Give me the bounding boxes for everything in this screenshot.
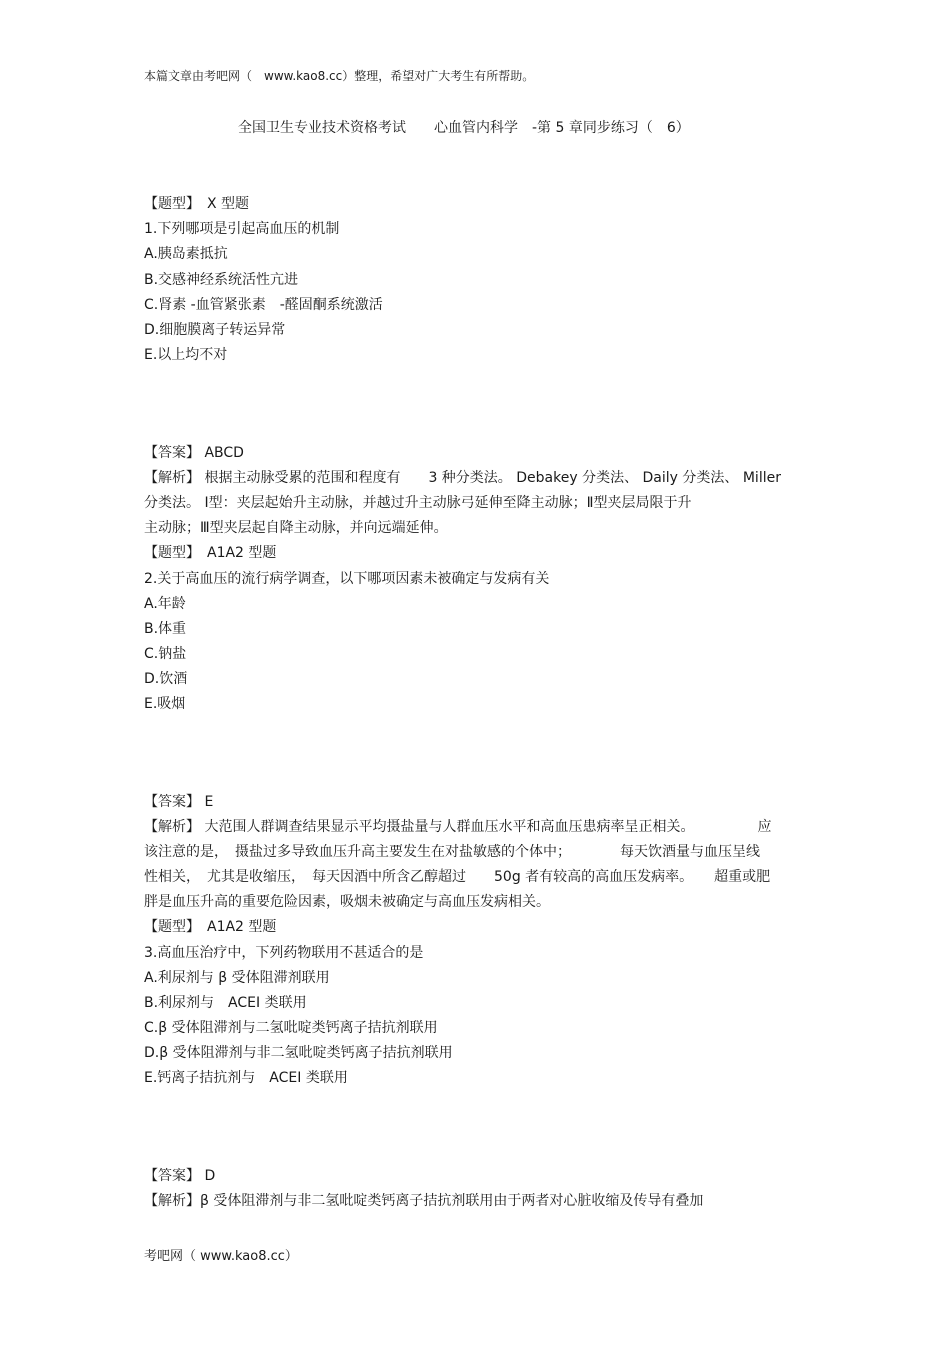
q3-option-c: C.β 受体阻滞剂与二氢吡啶类钙离子拮抗剂联用 [144, 1020, 438, 1036]
q2-option-e: E.吸烟 [144, 696, 186, 712]
q1-option-e: E.以上均不对 [144, 347, 228, 363]
q3-type: 【题型】 A1A2 型题 [144, 919, 277, 935]
q1-option-c: C.肾素 -血管紧张素 -醛固酮系统激活 [144, 297, 383, 313]
q3-option-b: B.利尿剂与 ACEI 类联用 [144, 995, 307, 1011]
q2-answer: 【答案】 E [144, 794, 214, 810]
q2-stem: 2.关于高血压的流行病学调查，以下哪项因素未被确定与发病有关 [144, 571, 550, 587]
q2-analysis-line: 【解析】 大范围人群调查结果显示平均摄盐量与人群血压水平和高血压患病率呈正相关。 应 [144, 819, 772, 835]
q2-analysis-line: 胖是血压升高的重要危险因素，吸烟未被确定与高血压发病相关。 [144, 894, 550, 910]
q1-analysis-line: 主动脉；Ⅲ型夹层起自降主动脉，并向远端延伸。 [144, 520, 448, 536]
q2-option-a: A.年龄 [144, 596, 186, 612]
q3-analysis-line: 【解析】β 受体阻滞剂与非二氢吡啶类钙离子拮抗剂联用由于两者对心脏收缩及传导有叠加 [144, 1193, 704, 1209]
q1-type: 【题型】 X 型题 [144, 196, 250, 212]
header-note: 本篇文章由考吧网（ www.kao8.cc）整理，希望对广大考生有所帮助。 [144, 69, 535, 83]
footer: 考吧网（ www.kao8.cc） [144, 1249, 298, 1264]
doc-title: 全国卫生专业技术资格考试 心血管内科学 -第 5 章同步练习（ 6） [238, 120, 690, 136]
q3-option-a: A.利尿剂与 β 受体阻滞剂联用 [144, 970, 330, 986]
q1-option-a: A.胰岛素抵抗 [144, 246, 228, 262]
q3-option-d: D.β 受体阻滞剂与非二氢吡啶类钙离子拮抗剂联用 [144, 1045, 453, 1061]
q1-analysis-line: 【解析】 根据主动脉受累的范围和程度有 3 种分类法。 Debakey 分类法、 Daily 分类法、 Miller [144, 470, 781, 486]
q2-analysis-line: 该注意的是， 摄盐过多导致血压升高主要发生在对盐敏感的个体中； 每天饮酒量与血压呈线 [144, 844, 760, 860]
q3-answer: 【答案】 D [144, 1168, 216, 1184]
q1-option-b: B.交感神经系统活性亢进 [144, 272, 299, 288]
q2-analysis-line: 性相关， 尤其是收缩压， 每天因酒中所含乙醇超过 50g 者有较高的高血压发病率。 超重或肥 [144, 869, 771, 885]
q3-option-e: E.钙离子拮抗剂与 ACEI 类联用 [144, 1070, 348, 1086]
q2-option-c: C.钠盐 [144, 646, 187, 662]
q2-type: 【题型】 A1A2 型题 [144, 545, 277, 561]
q1-stem: 1.下列哪项是引起高血压的机制 [144, 221, 340, 237]
q2-option-b: B.体重 [144, 621, 187, 637]
q2-option-d: D.饮酒 [144, 671, 188, 687]
q1-answer: 【答案】 ABCD [144, 445, 244, 461]
q3-stem: 3.高血压治疗中，下列药物联用不甚适合的是 [144, 945, 424, 961]
q1-analysis-line: 分类法。 Ⅰ型：夹层起始升主动脉，并越过升主动脉弓延伸至降主动脉；Ⅱ型夹层局限于升 [144, 495, 692, 511]
q1-option-d: D.细胞膜离子转运异常 [144, 322, 286, 338]
